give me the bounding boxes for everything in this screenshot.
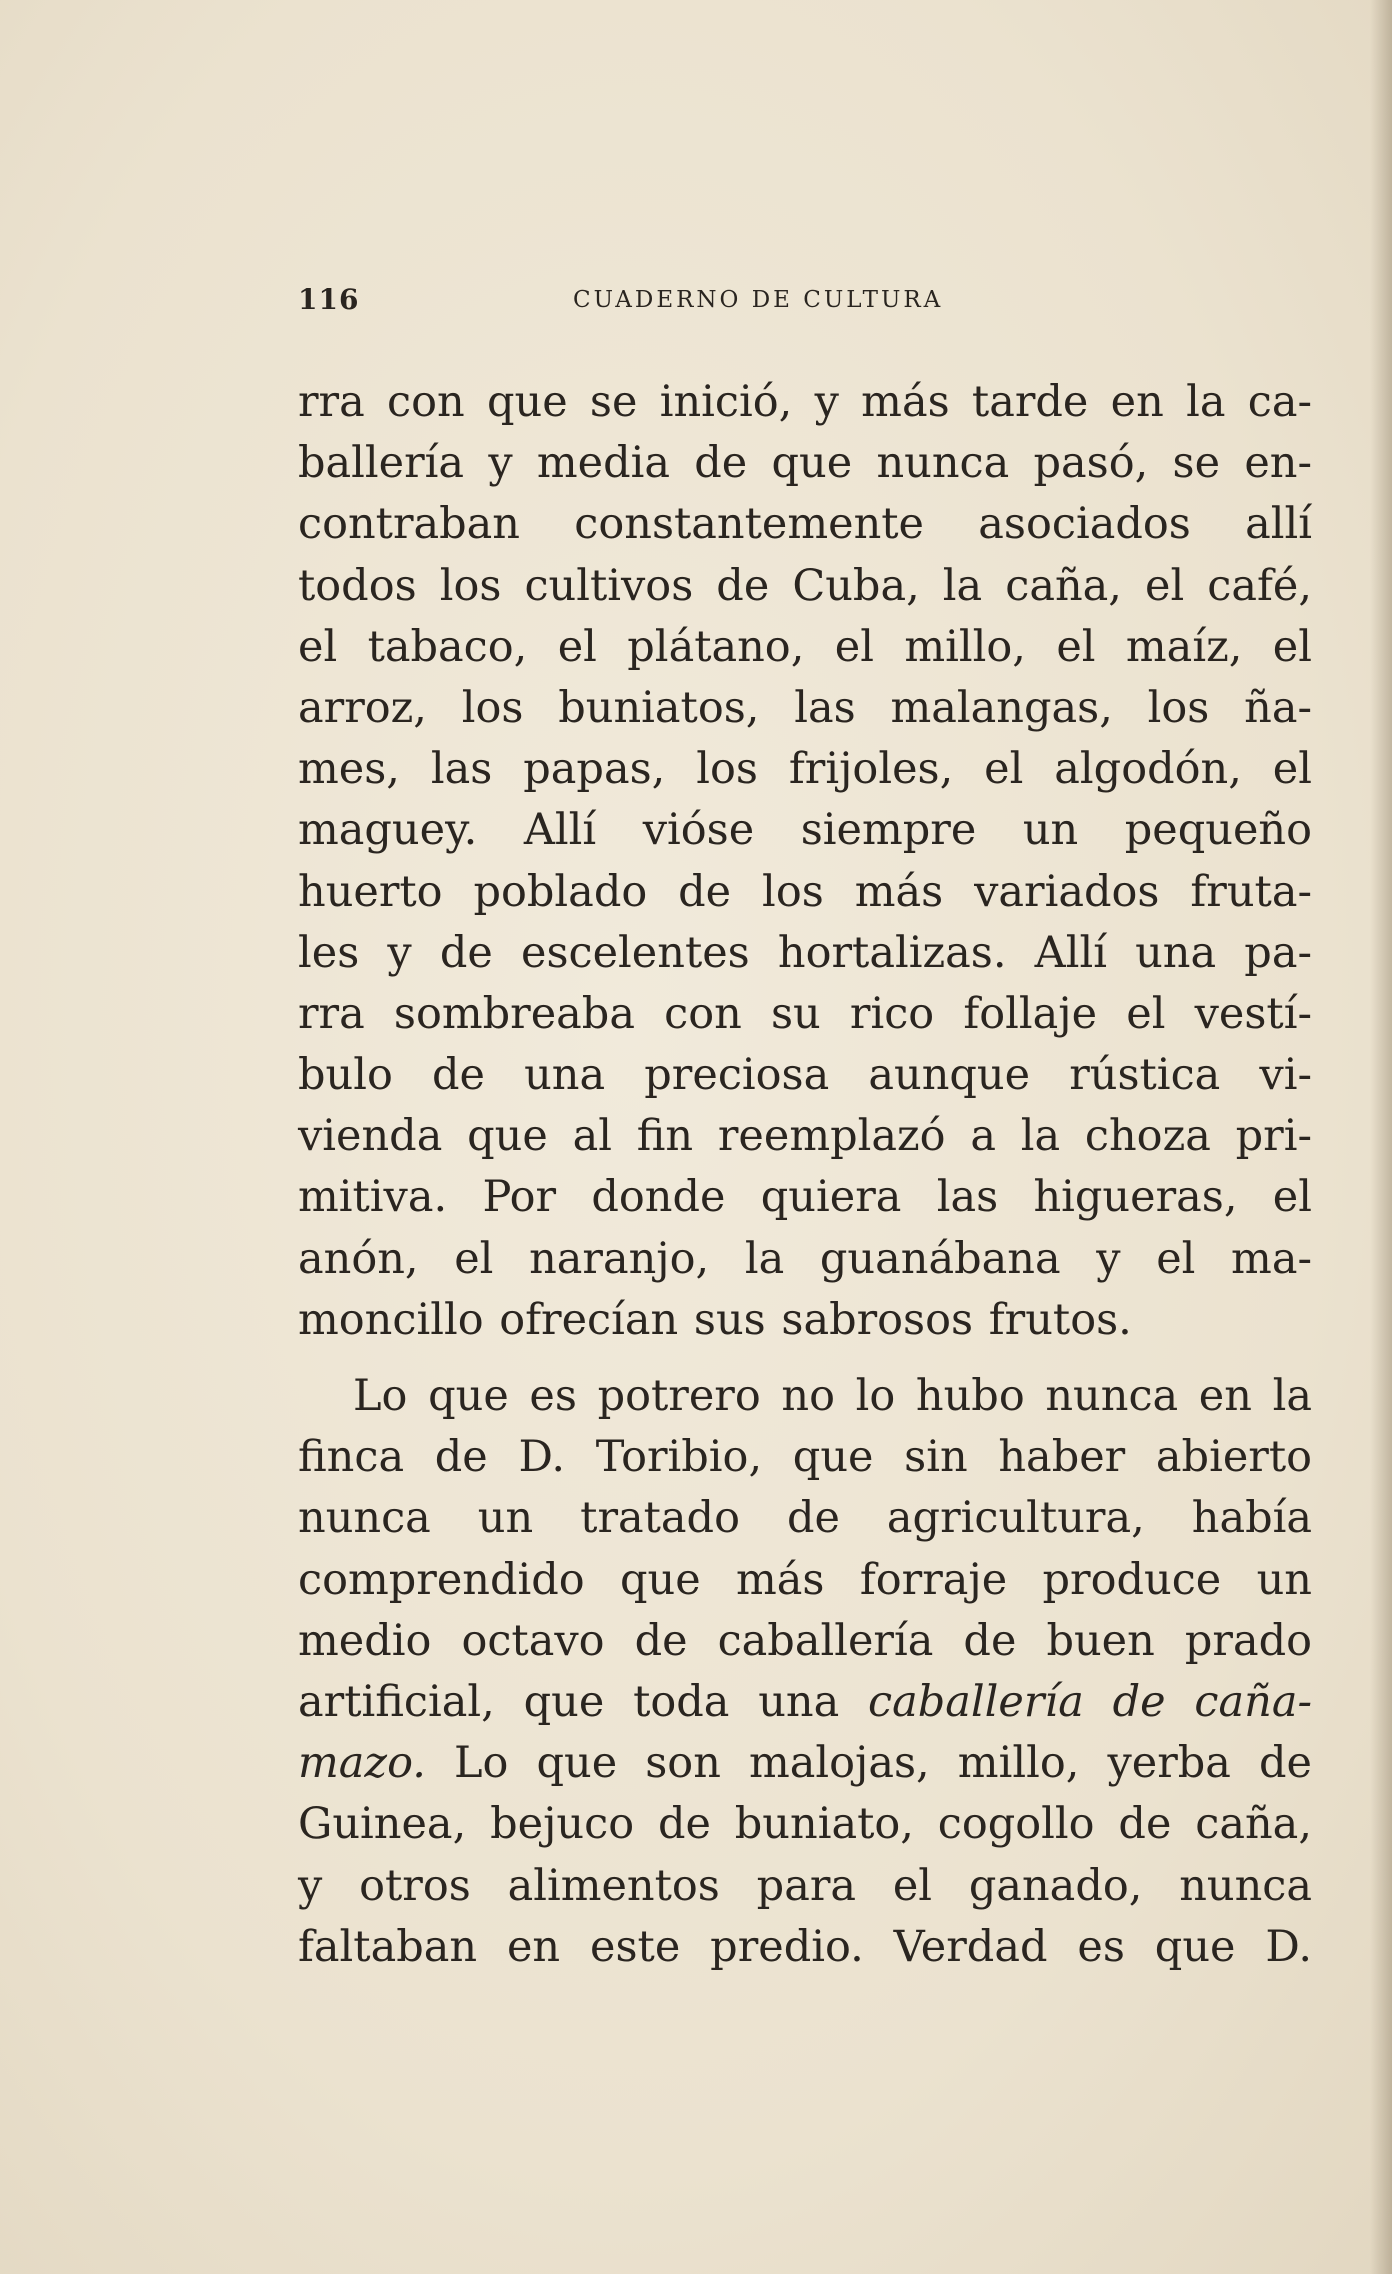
text-line-mixed xyxy=(298,1733,1312,1794)
text-line: nunca un tratado de agricultura, había xyxy=(298,1493,1312,1544)
text-line: Lo que es potrero no lo hubo nunca en la xyxy=(353,1371,1312,1421)
paragraph-1 xyxy=(298,372,1312,1351)
italic-term: caballería de caña- xyxy=(868,1676,1312,1727)
paragraph-2 xyxy=(298,1366,1312,1978)
text-line: mitiva. Por donde quiera las higueras, el xyxy=(298,1172,1312,1223)
text-line: ballería y media de que nunca pasó, se en- xyxy=(298,438,1312,489)
text-line: rra sombreaba con su rico follaje el vestí- xyxy=(298,988,1312,1039)
text-line: Guinea, bejuco de buniato, cogollo de caña, xyxy=(298,1799,1312,1850)
text-line: faltaban en este predio. Verdad es que D. xyxy=(298,1921,1312,1972)
body-text xyxy=(298,372,1312,1978)
text-line: anón, el naranjo, la guanábana y el ma- xyxy=(298,1233,1312,1284)
text-line: medio octavo de caballería de buen prado xyxy=(298,1615,1312,1666)
text-line-mixed xyxy=(298,1672,1312,1733)
text-segment: artificial, que toda una xyxy=(298,1676,869,1727)
page-number: 116 xyxy=(298,283,360,316)
italic-term: mazo. xyxy=(298,1738,426,1789)
text-line: moncillo ofrecían sus sabrosos frutos. xyxy=(298,1294,1132,1345)
text-line: comprendido que más forraje produce un xyxy=(298,1554,1312,1605)
text-line: rra con que se inició, y más tarde en la ca- xyxy=(298,377,1312,427)
text-line: vienda que al fin reemplazó a la choza pri- xyxy=(298,1111,1312,1162)
text-line: maguey. Allí vióse siempre un pequeño xyxy=(298,805,1312,856)
text-line: mes, las papas, los frijoles, el algodón, el xyxy=(298,744,1312,795)
text-line: bulo de una preciosa aunque rústica vi- xyxy=(298,1050,1312,1101)
running-head: CUADERNO DE CULTURA xyxy=(573,287,944,313)
text-line: finca de D. Toribio, que sin haber abierto xyxy=(298,1432,1312,1483)
paragraph-gap xyxy=(298,1351,1312,1366)
text-line: y otros alimentos para el ganado, nunca xyxy=(298,1860,1312,1911)
page-edge-shadow xyxy=(1370,0,1392,2274)
text-line: les y de escelentes hortalizas. Allí una pa- xyxy=(298,927,1312,978)
text-segment: Lo que son malojas, millo, yerba de xyxy=(425,1738,1312,1789)
text-line: todos los cultivos de Cuba, la caña, el café, xyxy=(298,560,1312,611)
text-line: contraban constantemente asociados allí xyxy=(298,499,1312,550)
text-line: huerto poblado de los más variados fruta- xyxy=(298,866,1312,917)
text-line: el tabaco, el plátano, el millo, el maíz, el xyxy=(298,621,1312,672)
page-header xyxy=(298,283,1312,323)
text-line: arroz, los buniatos, las malangas, los ña- xyxy=(298,682,1312,733)
